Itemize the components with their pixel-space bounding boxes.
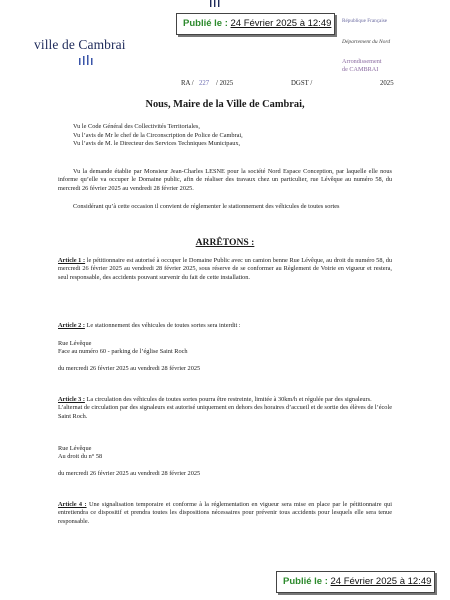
stamp-label: Publié le : <box>283 576 328 587</box>
article-2 <box>58 322 392 330</box>
publication-stamp-top <box>176 13 335 35</box>
logo-text: ville de Cambrai <box>34 37 126 52</box>
request-paragraph <box>58 168 392 193</box>
article-4 <box>58 501 392 526</box>
article-1-text: le pétitionnaire est autorisé à occuper le Domaine Public avec un camion benne Rue Lévêque, au droit du numéro 58, du mercredi 26 février 2025 au vendredi 28 février 2025, sous réserve de se conformer au Règlement de Voirie en vigueur et restera, seul responsable, des accidents pouvant survenir du fait de cette installation. <box>58 257 392 281</box>
article-1-label: Article 1 : <box>58 257 86 264</box>
publication-stamp-bottom <box>276 571 435 593</box>
consideration-paragraph <box>58 203 392 211</box>
ref-service-year: 2025 <box>380 80 394 87</box>
administrative-header <box>342 18 432 74</box>
article-3-text-2: L’alternat de circulation par des signaleurs est autorisé uniquement en dehors des horaires d’accueil et de sortie des élèves de l’école Saint Roch. <box>58 404 392 420</box>
vu-item: Vu le Code Général des Collectivités Territoriales, <box>73 123 200 130</box>
article-3-text: La circulation des véhicules de toutes sortes pourra être restreinte, limitée à 30km/h et régulée par des signaleurs. <box>84 396 372 403</box>
arretons-heading: ARRÊTONS : <box>195 237 255 248</box>
article-2-street: Rue Lévêque <box>58 340 92 347</box>
ref-service: DGST / <box>291 80 313 87</box>
article-2-dates: du mercredi 26 février 2025 au vendredi 28 février 2025 <box>58 365 201 372</box>
article-1 <box>58 257 392 282</box>
ref-year: / 2025 <box>216 80 234 87</box>
article-4-text: Une signalisation temporaire et conforme à la réglementation en vigueur sera mise en place par le pétitionnaire qui entretiendra ce dispositif et prendra toutes les dispositions nécessaires pour prévenir tous accidents pour lesquels elle sera tenue responsable. <box>58 501 392 525</box>
article-3-label: Article 3 : <box>58 396 85 403</box>
page-title: Nous, Maire de la Ville de Cambrai, <box>145 99 305 110</box>
ref-ra: RA / <box>181 80 194 87</box>
stamp-date: 24 Février 2025 à 12:49 <box>230 18 332 29</box>
article-2-text: Le stationnement des véhicules de toutes sortes sera interdit : <box>84 322 241 329</box>
article-3-street: Rue Lévêque <box>58 445 92 452</box>
ref-number: 227 <box>199 80 210 87</box>
stamp-label: Publié le : <box>183 18 228 29</box>
vu-item: Vu l’avis de Mr le chef de la Circonscription de Police de Cambrai, <box>73 131 243 139</box>
article-2-label: Article 2 : <box>58 322 85 329</box>
department-label: Département du Nord <box>342 39 391 45</box>
vu-list <box>73 123 243 149</box>
request-text: Vu la demande établie par Monsieur Jean-Charles LESNE pour la société Nord Espace Conception, par laquelle elle nous informe qu’elle va occuper le Domaine public, afin de réaliser des travaux chez un particulier, rue Lévêque au numéro 58, du mercredi 26 février 2025 au vendredi 28 février 2025. <box>58 168 392 192</box>
belfry-icon <box>75 55 97 65</box>
arrondissement-line1: Arrondissement <box>342 58 382 65</box>
stamp-date: 24 Février 2025 à 12:49 <box>330 576 432 587</box>
logo-mark-icon <box>205 0 227 7</box>
article-3-dates: du mercredi 26 février 2025 au vendredi 28 février 2025 <box>58 470 201 477</box>
article-2-place: Face au numéro 60 - parking de l’église Saint Roch <box>58 348 188 355</box>
article-3-place: Au droit du n° 58 <box>58 453 103 460</box>
arrondissement-line2: de CAMBRAI <box>342 66 379 73</box>
consideration-text: Considérant qu’à cette occasion il convient de réglementer le stationnement des véhicules de toutes sortes <box>73 203 340 210</box>
vu-item: Vu l’avis de M. le Directeur des Services Techniques Municipaux, <box>73 140 241 148</box>
article-3 <box>58 396 392 421</box>
article-4-label: Article 4 : <box>58 501 87 508</box>
republic-label: République Française <box>342 18 388 24</box>
city-logo <box>34 37 126 53</box>
